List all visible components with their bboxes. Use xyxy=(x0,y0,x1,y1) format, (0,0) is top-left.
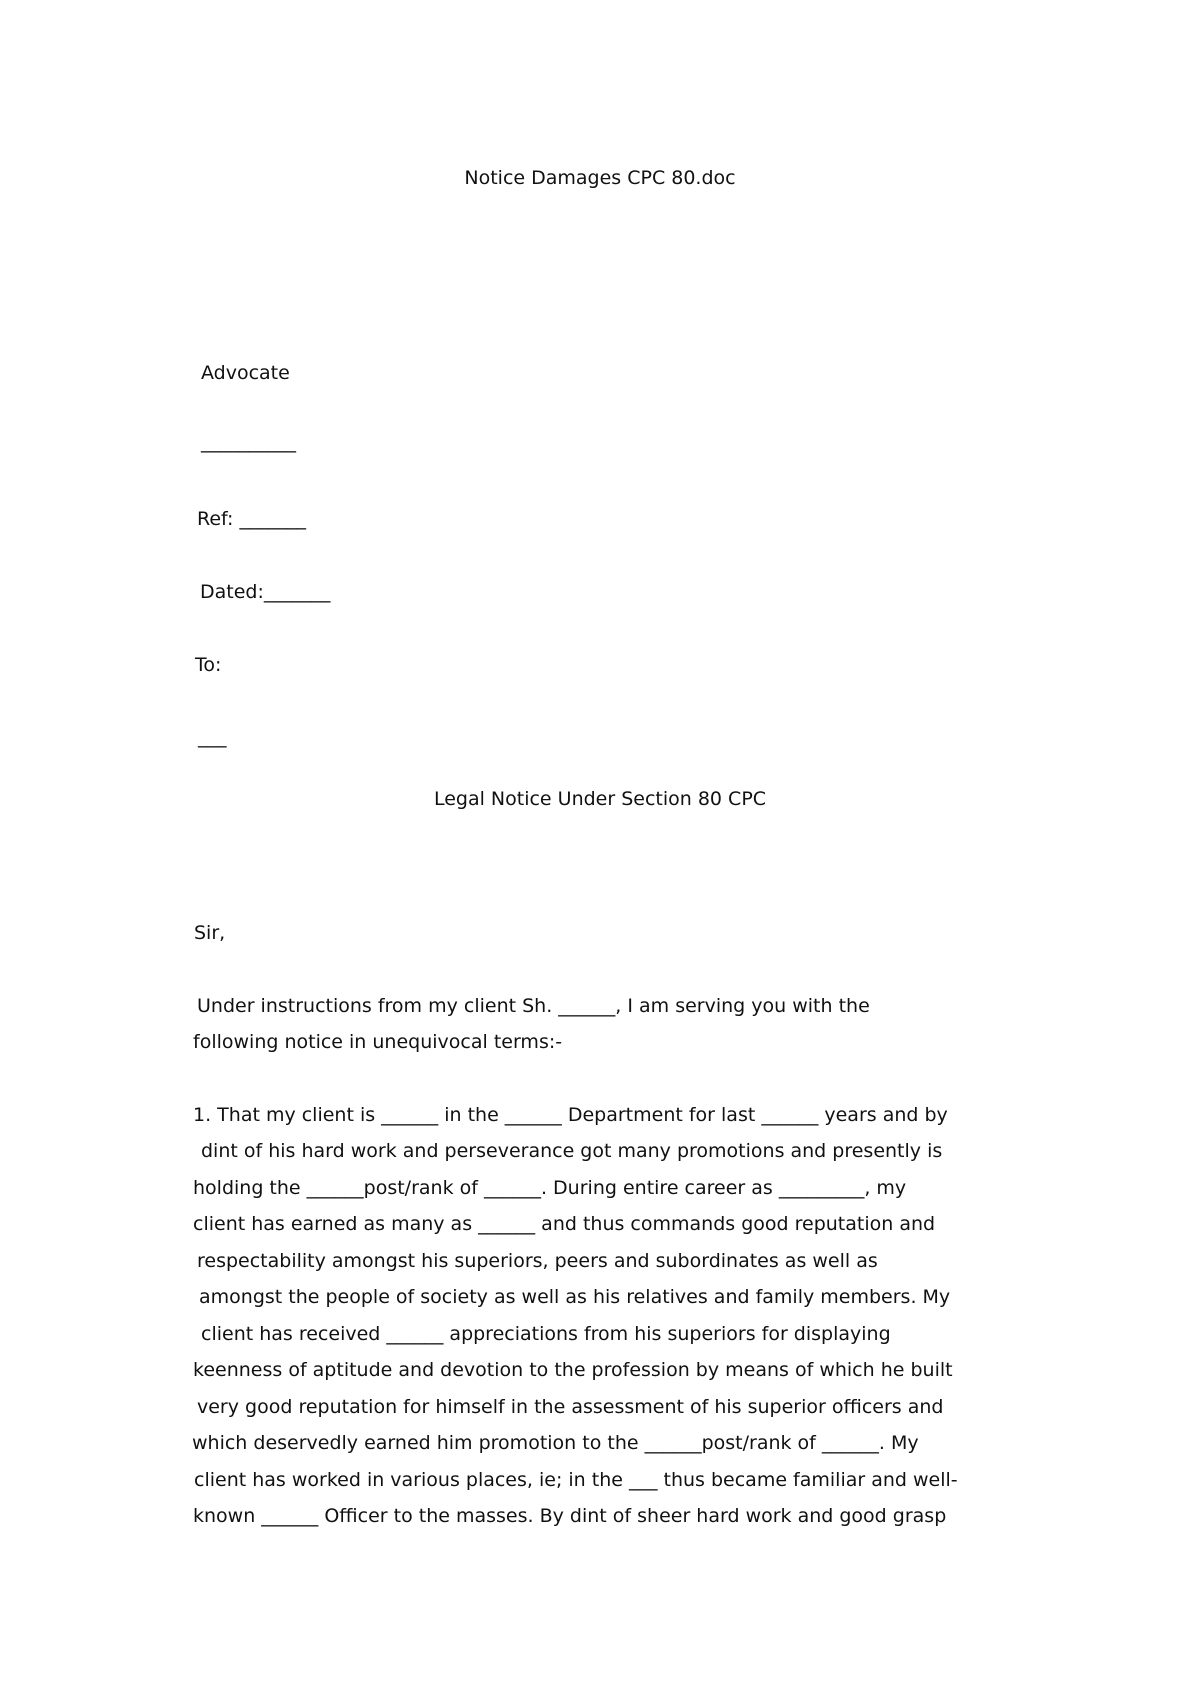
sender-role: Advocate xyxy=(201,362,290,384)
dated-line: Dated:_______ xyxy=(200,581,331,603)
paragraph-line: which deservedly earned him promotion to the ______post/rank of ______. My xyxy=(192,1432,919,1454)
salutation: Sir, xyxy=(194,922,226,944)
intro-line: following notice in unequivocal terms:- xyxy=(193,1031,563,1053)
paragraph-line: very good reputation for himself in the assessment of his superior officers and xyxy=(197,1396,944,1418)
to-label: To: xyxy=(195,654,222,676)
sender-name-blank: __________ xyxy=(201,431,296,453)
paragraph-line: respectability amongst his superiors, peers and subordinates as well as xyxy=(197,1250,878,1272)
addressee-blank: ___ xyxy=(198,726,227,748)
notice-title: Legal Notice Under Section 80 CPC xyxy=(433,788,767,810)
paragraph-line: client has earned as many as ______ and thus commands good reputation and xyxy=(193,1213,936,1235)
paragraph-line: keenness of aptitude and devotion to the profession by means of which he built xyxy=(193,1359,953,1381)
paragraph-line: client has worked in various places, ie; in the ___ thus became familiar and well- xyxy=(194,1469,958,1491)
document-header-title: Notice Damages CPC 80.doc xyxy=(464,167,736,189)
reference-line: Ref: _______ xyxy=(197,508,306,530)
paragraph-line: dint of his hard work and perseverance got many promotions and presently is xyxy=(201,1140,943,1162)
paragraph-line: known ______ Officer to the masses. By dint of sheer hard work and good grasp xyxy=(193,1505,947,1527)
paragraph-line: client has received ______ appreciations from his superiors for displaying xyxy=(201,1323,891,1345)
intro-line: Under instructions from my client Sh. ______, I am serving you with the xyxy=(197,995,870,1017)
paragraph-line: amongst the people of society as well as his relatives and family members. My xyxy=(199,1286,951,1308)
paragraph-line: 1. That my client is ______ in the ______ Department for last ______ years and by xyxy=(193,1104,948,1126)
paragraph-line: holding the ______post/rank of ______. During entire career as _________, my xyxy=(193,1177,907,1199)
